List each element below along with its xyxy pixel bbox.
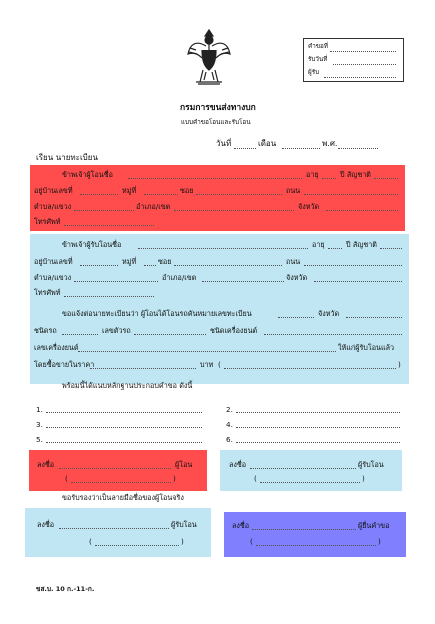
- transferee-district-label: อำเภอ/เขต: [162, 273, 197, 282]
- transferor-role-label: ผู้โอน: [175, 460, 193, 469]
- transferee-age-label: อายุ: [312, 240, 325, 249]
- transferor-province-field[interactable]: [326, 210, 398, 211]
- docs-heading: พร้อมนี้ได้แนบหลักฐานประกอบคำขอ ดังนี้: [62, 381, 193, 390]
- transferor-signature-box: [29, 450, 207, 491]
- transferor-phone-field[interactable]: [64, 225, 154, 226]
- vehicle-engine-no-field[interactable]: [78, 351, 336, 352]
- vehicle-price-text-field[interactable]: [224, 368, 396, 369]
- vehicle-type-field[interactable]: [62, 334, 98, 335]
- transferee-province-label: จังหวัด: [286, 273, 308, 282]
- transferor-printed-name-field[interactable]: [71, 482, 171, 483]
- doc-5-number: 5.: [36, 435, 43, 444]
- transferor-road-field[interactable]: [304, 194, 398, 195]
- transferee-paren-open: (: [254, 474, 257, 483]
- vehicle-engine-type-field[interactable]: [264, 334, 402, 335]
- transferee-soi-field[interactable]: [174, 265, 282, 266]
- transferee-moo-label: หมู่ที่: [122, 257, 137, 266]
- vehicle-sale-label: โดยซื้อขายในราคา: [34, 360, 95, 369]
- form-code: ขส.บ. 10 ก.-11-ก.: [36, 585, 95, 593]
- applicant-sign-label: ลงชื่อ: [232, 521, 250, 530]
- certifier-paren-open: (: [89, 537, 92, 546]
- transferee-road-field[interactable]: [304, 265, 402, 266]
- garuda-emblem-icon: [186, 26, 232, 88]
- transferee-signature-field[interactable]: [250, 468, 356, 469]
- doc-1-field[interactable]: [46, 412, 202, 413]
- receipt-no-label: คำขอที่: [308, 43, 328, 50]
- transferor-sign-label: ลงชื่อ: [37, 460, 55, 469]
- transferor-signature-field[interactable]: [59, 468, 171, 469]
- vehicle-baht-label: บาท: [200, 360, 214, 369]
- transferor-district-field[interactable]: [174, 210, 294, 211]
- certify-text: ขอรับรองว่าเป็นลายมือชื่อของผู้โอนจริง: [62, 493, 184, 502]
- vehicle-request-text: ขอแจ้งต่อนายทะเบียนว่า ผู้โอนได้โอนรถคันหมายเลขทะเบียน: [62, 309, 252, 318]
- transferee-phone-label: โทรศัพท์: [34, 288, 61, 297]
- vehicle-engine-type-label: ชนิดเครื่องยนต์: [210, 326, 258, 335]
- transferor-subdistrict-label: ตำบล/แขวง: [34, 202, 72, 211]
- certifier-paren-close: ): [181, 537, 184, 546]
- transferor-soi-label: ซอย: [180, 186, 194, 195]
- transferee-house-field[interactable]: [80, 265, 118, 266]
- transferor-subdistrict-field[interactable]: [74, 210, 134, 211]
- receipt-box: [303, 38, 404, 82]
- transferee-name-field[interactable]: [138, 248, 308, 249]
- transferor-phone-label: โทรศัพท์: [34, 217, 61, 226]
- receipt-no-line[interactable]: [330, 51, 396, 52]
- transferor-house-label: อยู่บ้านเลขที่: [34, 186, 73, 195]
- certifier-signature-field[interactable]: [59, 528, 169, 529]
- transferor-nationality-label: ปี สัญชาติ: [340, 170, 371, 179]
- doc-4-field[interactable]: [236, 427, 400, 428]
- transferee-district-field[interactable]: [202, 281, 284, 282]
- transferee-soi-label: ซอย: [158, 257, 172, 266]
- applicant-signature-box: [224, 512, 406, 557]
- doc-3-field[interactable]: [46, 427, 202, 428]
- vehicle-type-label: ชนิดรถ: [34, 326, 57, 335]
- transferor-nationality-field[interactable]: [374, 178, 398, 179]
- applicant-printed-name-field[interactable]: [256, 545, 376, 546]
- receiver-label: ผู้รับ: [308, 69, 320, 76]
- transferee-printed-name-field[interactable]: [260, 482, 360, 483]
- vehicle-engine-no-label: เลขเครื่องยนต์: [34, 343, 79, 352]
- transferor-district-label: อำเภอ/เขต: [136, 202, 171, 211]
- transferee-province-field[interactable]: [314, 281, 402, 282]
- applicant-role-label: ผู้ยื่นคำขอ: [358, 521, 390, 530]
- date-year-label: พ.ศ.: [322, 139, 338, 148]
- transferor-road-label: ถนน: [286, 186, 301, 195]
- doc-4-number: 4.: [226, 420, 233, 429]
- transferee-section: [30, 234, 409, 384]
- transferor-section: [30, 165, 405, 231]
- doc-2-field[interactable]: [236, 412, 400, 413]
- receiver-line[interactable]: [324, 77, 396, 78]
- certifier-printed-name-field[interactable]: [95, 545, 179, 546]
- transferor-age-field[interactable]: [322, 178, 336, 179]
- date-year-field[interactable]: [338, 148, 378, 149]
- applicant-paren-open: (: [250, 537, 253, 546]
- transferee-house-label: อยู่บ้านเลขที่: [34, 257, 73, 266]
- doc-6-field[interactable]: [236, 442, 400, 443]
- transferee-road-label: ถนน: [286, 257, 301, 266]
- date-month-field[interactable]: [282, 148, 320, 149]
- date-day-label: วันที่: [216, 139, 232, 148]
- price-text-paren-close: ): [398, 360, 401, 369]
- vehicle-province-label: จังหวัด: [318, 309, 340, 318]
- transferee-subdistrict-field[interactable]: [74, 281, 158, 282]
- certifier-role-label: ผู้รับโอน: [171, 520, 197, 529]
- certifier-signature-box: [25, 508, 211, 557]
- transferor-paren-open: (: [65, 474, 68, 483]
- department-title: กรมการขนส่งทางบก: [180, 103, 256, 113]
- doc-5-field[interactable]: [46, 442, 202, 443]
- transferor-house-field[interactable]: [80, 194, 118, 195]
- applicant-signature-field[interactable]: [252, 529, 356, 530]
- transferee-phone-field[interactable]: [64, 296, 154, 297]
- doc-3-number: 3.: [36, 420, 43, 429]
- vehicle-chassis-field[interactable]: [134, 334, 206, 335]
- vehicle-price-field[interactable]: [90, 368, 196, 369]
- doc-6-number: 6.: [226, 435, 233, 444]
- price-text-paren-open: (: [218, 360, 221, 369]
- applicant-paren-close: ): [378, 537, 381, 546]
- transferee-signature-box: [220, 450, 402, 491]
- transferee-name-label: ข้าพเจ้าผู้รับโอนชื่อ: [62, 240, 122, 249]
- transferee-moo-field[interactable]: [144, 265, 156, 266]
- doc-1-number: 1.: [36, 405, 43, 414]
- doc-2-number: 2.: [226, 405, 233, 414]
- certifier-sign-label: ลงชื่อ: [37, 520, 55, 529]
- date-day-field[interactable]: [234, 148, 256, 149]
- transferee-nationality-field[interactable]: [380, 248, 402, 249]
- transferor-age-label: อายุ: [306, 170, 319, 179]
- transferor-moo-field[interactable]: [144, 194, 178, 195]
- transferor-province-label: จังหวัด: [298, 202, 320, 211]
- transferor-paren-close: ): [173, 474, 176, 483]
- received-date-line[interactable]: [333, 64, 396, 65]
- date-month-label: เดือน: [258, 139, 277, 148]
- vehicle-province-field[interactable]: [346, 317, 402, 318]
- transferor-moo-label: หมู่ที่: [122, 186, 137, 195]
- transferee-role-label: ผู้รับโอน: [358, 460, 384, 469]
- transferee-sign-label: ลงชื่อ: [229, 460, 247, 469]
- transferor-name-field[interactable]: [128, 178, 302, 179]
- transferor-name-label: ข้าพเจ้าผู้โอนชื่อ: [62, 170, 113, 179]
- transferee-nationality-label: ปี สัญชาติ: [346, 240, 377, 249]
- transferee-age-field[interactable]: [328, 248, 342, 249]
- vehicle-chassis-label: เลขตัวรถ: [102, 326, 131, 335]
- addressee: เรียน นายทะเบียน: [36, 153, 98, 162]
- vehicle-given-text: ให้แก่ผู้รับโอนแล้ว: [338, 343, 395, 352]
- received-date-label: รับวันที่: [308, 56, 328, 63]
- form-title: แบบคำขอโอนและรับโอน: [181, 119, 251, 126]
- vehicle-plate-field[interactable]: [278, 317, 314, 318]
- transferor-soi-field[interactable]: [196, 194, 282, 195]
- transferee-paren-close: ): [362, 474, 365, 483]
- transferee-subdistrict-label: ตำบล/แขวง: [34, 273, 72, 282]
